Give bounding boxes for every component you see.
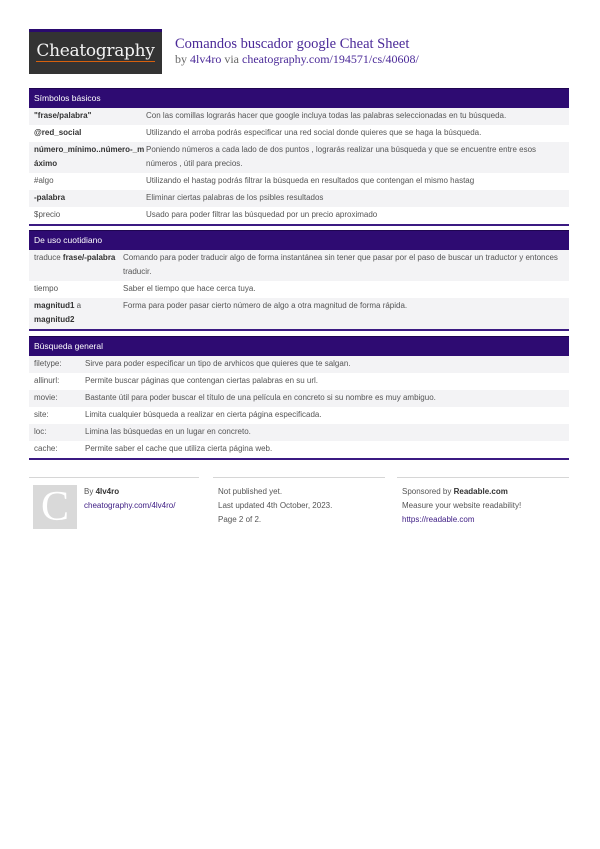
sponsor-line: Sponsored by Readable.com	[402, 487, 508, 496]
table-row	[29, 190, 569, 207]
table-row	[29, 108, 569, 125]
section-busqueda-general	[29, 336, 569, 460]
table-row	[29, 207, 569, 224]
avatar: C	[33, 485, 77, 529]
table-row	[29, 142, 569, 173]
table-row	[29, 125, 569, 142]
row-key: movie:	[34, 393, 58, 402]
row-key: cache:	[34, 444, 58, 453]
author-info	[84, 485, 175, 513]
row-key: tiempo	[34, 284, 59, 293]
row-key: $precio	[34, 210, 61, 219]
row-key: filetype:	[34, 359, 62, 368]
row-value: Permite saber el cache que utiliza cierta página web.	[85, 444, 273, 453]
table-row	[29, 173, 569, 190]
row-key: -palabra	[34, 193, 66, 202]
page-number: Page 2 of 2.	[218, 515, 262, 524]
table-row	[29, 390, 569, 407]
row-value: Con las comillas lograrás hacer que google incluya todas las palabras seleccionadas en tu búsqueda.	[146, 111, 507, 120]
row-key: traduce frase/-palabra	[34, 253, 116, 262]
cheatography-logo[interactable]	[29, 29, 162, 74]
row-value: Usado para poder filtrar las búsquedad por un precio aproximado	[146, 210, 378, 219]
title-block	[175, 36, 419, 67]
table-row	[29, 298, 569, 329]
section-rows	[29, 108, 569, 224]
sheet-title[interactable]: Comandos buscador google Cheat Sheet	[175, 36, 410, 52]
table-row	[29, 373, 569, 390]
row-value: Limita cualquier búsqueda a realizar en cierta página especificada.	[85, 410, 322, 419]
row-value: Poniendo números a cada lado de dos puntos , lograrás realizar una búsqueda y que se encuentre entre esos números , útil para precios.	[146, 145, 537, 168]
sponsor-link[interactable]: https://readable.com	[402, 515, 475, 524]
row-key: allinurl:	[34, 376, 60, 385]
section-rows	[29, 250, 569, 329]
row-value: Utilizando el hastag podrás filtrar la búsqueda en resultados que contengan el mismo hastag	[146, 176, 475, 185]
footer-sponsor	[397, 477, 569, 524]
sheet-url-link[interactable]: cheatography.com/194571/cs/40608/	[242, 52, 419, 66]
row-key: site:	[34, 410, 49, 419]
author-profile-link[interactable]: cheatography.com/4lv4ro/	[84, 501, 176, 510]
row-value: Sirve para poder especificar un tipo de arvhicos que quieres que te salgan.	[85, 359, 351, 368]
row-value: Bastante útil para poder buscar el título de una película en concreto si su nombre es muy ambiguo.	[85, 393, 436, 402]
via-text: via	[221, 52, 243, 66]
section-title: De uso cuotidiano	[29, 230, 569, 250]
sheet-byline	[175, 52, 419, 67]
last-updated: Last updated 4th October, 2023.	[218, 501, 333, 510]
row-key: #algo	[34, 176, 54, 185]
row-value: Utilizando el arroba podrás especificar una red social donde quieres que se haga la búsqueda.	[146, 128, 482, 137]
row-value: Forma para poder pasar cierto número de algo a otra magnitud de forma rápida.	[123, 301, 408, 310]
table-row	[29, 281, 569, 298]
table-row	[29, 441, 569, 458]
section-de-uso-cuotidiano	[29, 230, 569, 331]
table-row	[29, 407, 569, 424]
logo-text: Cheatography	[36, 41, 155, 61]
sponsor-tagline: Measure your website readability!	[402, 501, 522, 510]
author-line: By 4lv4ro	[84, 487, 120, 496]
row-value: Limina las búsquedas en un lugar en concreto.	[85, 427, 251, 436]
page-header	[29, 29, 569, 75]
table-row	[29, 356, 569, 373]
footer-meta	[213, 477, 385, 524]
sponsor-name: Readable.com	[453, 487, 508, 496]
page-footer	[29, 477, 569, 537]
author-name: 4lv4ro	[95, 487, 120, 496]
section-rows	[29, 356, 569, 458]
table-row	[29, 250, 569, 281]
row-value: Comando para poder traducir algo de forma instantánea sin tener que pasar por el paso de buscar un traductor y entonces traducir.	[123, 253, 558, 276]
section-simbolos-basicos	[29, 88, 569, 226]
row-value: Permite buscar páginas que contengan ciertas palabras en su url.	[85, 376, 319, 385]
row-key: loc:	[34, 427, 47, 436]
author-link[interactable]: 4lv4ro	[190, 52, 222, 66]
row-value: Eliminar ciertas palabras de los psibles resultados	[146, 193, 324, 202]
by-prefix: by	[175, 52, 190, 66]
table-row	[29, 424, 569, 441]
section-title: Símbolos básicos	[29, 88, 569, 108]
row-key: magnitud1 a magnitud2	[34, 301, 82, 324]
row-value: Saber el tiempo que hace cerca tuya.	[123, 284, 256, 293]
row-key: número_mínimo..número-_máximo	[34, 145, 145, 168]
section-title: Búsqueda general	[29, 336, 569, 356]
row-key: @red_social	[34, 128, 82, 137]
footer-author	[29, 477, 199, 530]
row-key: "frase/palabra"	[34, 111, 92, 120]
published-status: Not published yet.	[218, 487, 283, 496]
